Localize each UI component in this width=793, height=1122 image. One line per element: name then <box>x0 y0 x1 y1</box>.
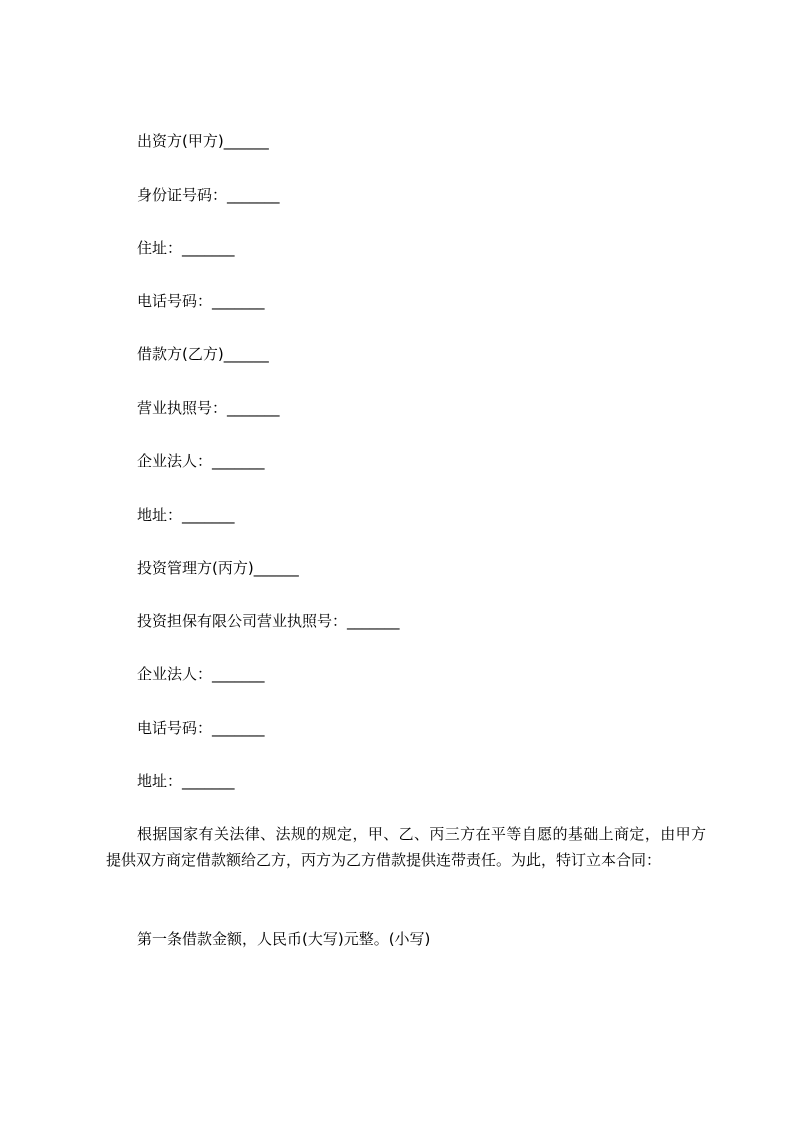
address-line-1: 地址：_______ <box>137 506 235 524</box>
address-line-2: 地址：_______ <box>137 772 235 790</box>
legal-person-line-2: 企业法人：_______ <box>137 665 265 683</box>
id-number-line: 身份证号码：_______ <box>137 186 280 204</box>
phone-line-1: 电话号码：_______ <box>137 292 265 310</box>
investment-manager-party-line: 投资管理方(丙方)______ <box>137 559 299 577</box>
article-1-loan-amount: 第一条借款金额，人民币(大写)元整。(小写) <box>137 930 431 948</box>
business-license-line: 营业执照号：_______ <box>137 399 280 417</box>
guarantee-company-license-line: 投资担保有限公司营业执照号：_______ <box>137 612 400 630</box>
contract-preamble-paragraph: 根据国家有关法律、法规的规定，甲、乙、丙三方在平等自愿的基础上商定，由甲方提供双方商定借款额给乙方，丙方为乙方借款提供连带责任。为此，特订立本合同： <box>106 825 706 869</box>
investor-party-line: 出资方(甲方)______ <box>137 132 269 150</box>
phone-line-2: 电话号码：_______ <box>137 719 265 737</box>
legal-person-line-1: 企业法人：_______ <box>137 452 265 470</box>
borrower-party-line: 借款方(乙方)______ <box>137 345 269 363</box>
residence-line: 住址：_______ <box>137 239 235 257</box>
